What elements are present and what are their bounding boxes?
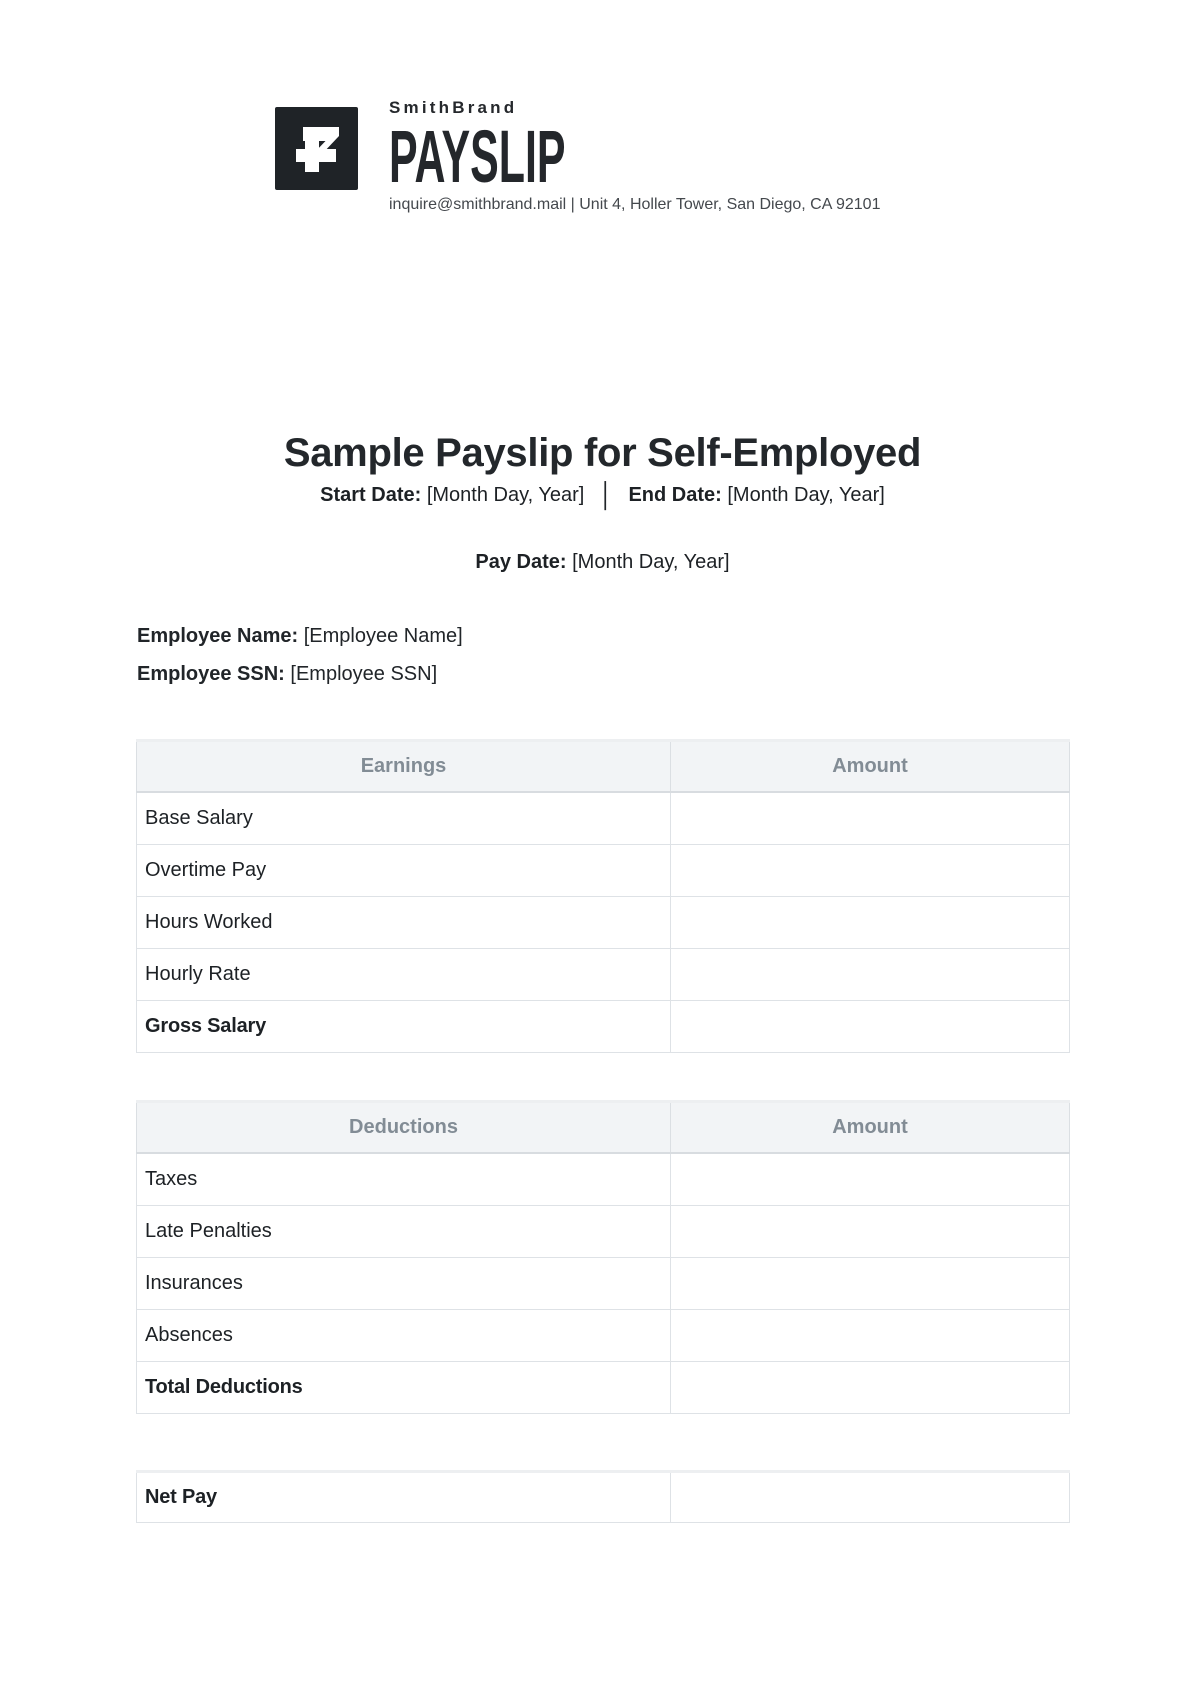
smithbrand-f-glyph-icon <box>275 107 358 190</box>
row-label-cell: Base Salary <box>137 792 671 845</box>
employee-ssn-line <box>137 655 463 693</box>
deductions-table <box>136 1100 1070 1414</box>
amount-cell <box>671 1310 1070 1362</box>
start-date-value: [Month Day, Year] <box>426 484 585 506</box>
amount-cell <box>671 845 1070 897</box>
table-row-total <box>137 1001 1070 1053</box>
amount-cell <box>671 1472 1070 1523</box>
row-label-cell: Net Pay <box>137 1472 671 1523</box>
row-label-cell: Gross Salary <box>137 1001 671 1053</box>
employee-info-block <box>137 617 463 693</box>
pay-date-label: Pay Date: <box>475 551 567 573</box>
brand-contact: inquire@smithbrand.mail | Unit 4, Holler Tower, San Diego, CA 92101 <box>389 196 881 213</box>
amount-cell <box>671 949 1070 1001</box>
end-date-value: [Month Day, Year] <box>727 484 885 506</box>
doc-type-title: PAYSLIP <box>389 115 566 198</box>
date-separator: │ <box>598 482 614 509</box>
table-row <box>137 1206 1070 1258</box>
row-label-cell: Overtime Pay <box>137 845 671 897</box>
earnings-header-row <box>137 741 1070 793</box>
table-row-total <box>137 1472 1070 1523</box>
row-label-cell: Total Deductions <box>137 1362 671 1414</box>
amount-column-header: Amount <box>671 741 1070 793</box>
amount-cell <box>671 1206 1070 1258</box>
start-date-label: Start Date: <box>320 484 422 506</box>
page-title: Sample Payslip for Self-Employed <box>283 430 922 475</box>
employee-ssn-value: [Employee SSN] <box>290 663 438 685</box>
row-label-cell: Hours Worked <box>137 897 671 949</box>
table-row <box>137 845 1070 897</box>
table-row <box>137 792 1070 845</box>
table-row <box>137 1153 1070 1206</box>
brand-logo <box>275 107 358 190</box>
earnings-table <box>136 739 1070 1053</box>
row-label-cell: Absences <box>137 1310 671 1362</box>
deductions-column-header: Deductions <box>137 1102 671 1154</box>
earnings-column-header: Earnings <box>137 741 671 793</box>
pay-date-line <box>136 549 1069 575</box>
employee-name-value: [Employee Name] <box>303 625 463 647</box>
end-date-label: End Date: <box>628 484 722 506</box>
amount-cell <box>671 1153 1070 1206</box>
table-row <box>137 1258 1070 1310</box>
net-pay-table <box>136 1470 1070 1523</box>
row-label-cell: Insurances <box>137 1258 671 1310</box>
row-label-cell: Late Penalties <box>137 1206 671 1258</box>
table-row <box>137 897 1070 949</box>
brand-text-block <box>389 98 880 214</box>
table-row <box>137 1310 1070 1362</box>
table-row <box>137 949 1070 1001</box>
amount-cell <box>671 897 1070 949</box>
amount-cell <box>671 1001 1070 1053</box>
amount-cell <box>671 1258 1070 1310</box>
brand-name: SmithBrand <box>389 98 518 117</box>
amount-cell <box>671 1362 1070 1414</box>
amount-column-header: Amount <box>671 1102 1070 1154</box>
employee-ssn-label: Employee SSN: <box>137 663 285 685</box>
employee-name-line <box>137 617 463 655</box>
row-label-cell: Taxes <box>137 1153 671 1206</box>
deductions-header-row <box>137 1102 1070 1154</box>
employee-name-label: Employee Name: <box>137 625 299 647</box>
row-label-cell: Hourly Rate <box>137 949 671 1001</box>
amount-cell <box>671 792 1070 845</box>
table-row-total <box>137 1362 1070 1414</box>
pay-date-value: [Month Day, Year] <box>572 551 730 573</box>
brand-header <box>275 98 880 214</box>
date-range-line <box>136 482 1069 509</box>
